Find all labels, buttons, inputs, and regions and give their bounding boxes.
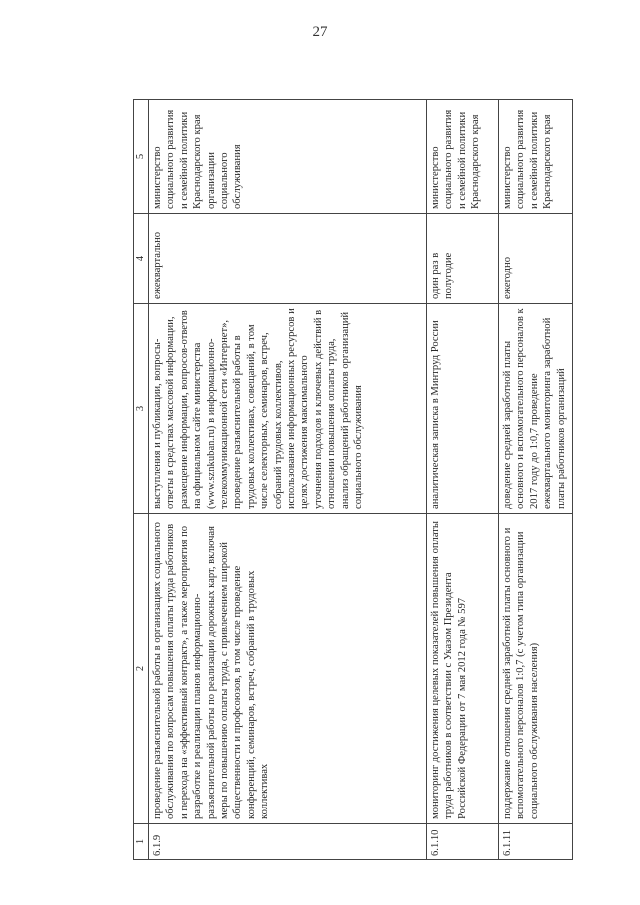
table-row [426, 100, 498, 860]
period-cell: ежегодно [498, 214, 572, 304]
row-number: 6.1.11 [498, 824, 572, 860]
measure-cell: проведение разъяснительной работы в организациях социального обслуживания по вопросам повышения оплаты труда работников и перехода на «эффективный контракт», а также мероприятия по разработке и реализации планов информационно-разъяснительной работы по реализации дорожных карт, включая меры по повышению оплаты труда, с привлечением широкой общественности и профсоюзов, в том числе проведение конференций, семинаров, встреч, собраний в трудовых коллективах [148, 514, 426, 824]
table-row [498, 100, 572, 860]
result-cell: доведение средней заработной платы основного и вспомогательного персоналов к 2017 году до 1:0,7 проведение ежеквартального мониторинга заработной платы работников организаций [498, 304, 572, 514]
row-number: 6.1.10 [426, 824, 498, 860]
header-cell: 5 [133, 100, 148, 214]
measure-cell: поддержание отношения средней заработной платы основного и вспомогательного персоналов 1:0,7 (с учетом типа организации социального обслуживания населения) [498, 514, 572, 824]
responsible-cell: министерство социального развития и семейной политики Краснодарского края [426, 100, 498, 214]
result-cell: аналитическая записка в Минтруд России [426, 304, 498, 514]
rotated-table-container [133, 100, 573, 860]
measures-table [133, 99, 573, 860]
responsible-cell: министерство социального развития и семейной политики Краснодарского края [498, 100, 572, 214]
header-cell: 3 [133, 304, 148, 514]
period-cell: ежеквартально [148, 214, 426, 304]
measure-cell: мониторинг достижения целевых показателей повышения оплаты труда работников в соответствии с Указом Президента Российской Федерации от 7 мая 2012 года № 597 [426, 514, 498, 824]
header-cell: 1 [133, 824, 148, 860]
period-cell: один раз в полугодие [426, 214, 498, 304]
header-cell: 2 [133, 514, 148, 824]
table-header-row [133, 100, 148, 860]
result-cell: выступления и публикации, вопросы-ответы в средствах массовой информации, размещение информации, вопросов-ответов на официальном сайте министерства (www.sznkuban.ru) в информационно-телекоммуникационной сети «Интернет», проведение разъяснительной работы в трудовых коллективах, совещаний, в том числе селекторных, семинаров, встреч, собраний трудовых коллективов, использование информационных ресурсов и целях достижения максимального уточнения подходов и ключевых действий в отношении повышения оплаты труда, анализ обращений работников организаций социального обслуживания [148, 304, 426, 514]
row-number: 6.1.9 [148, 824, 426, 860]
page-number: 27 [312, 24, 328, 40]
responsible-cell: министерство социального развития и семейной политики Краснодарского края организации социального обслуживания [148, 100, 426, 214]
header-cell: 4 [133, 214, 148, 304]
table-row [148, 100, 426, 860]
